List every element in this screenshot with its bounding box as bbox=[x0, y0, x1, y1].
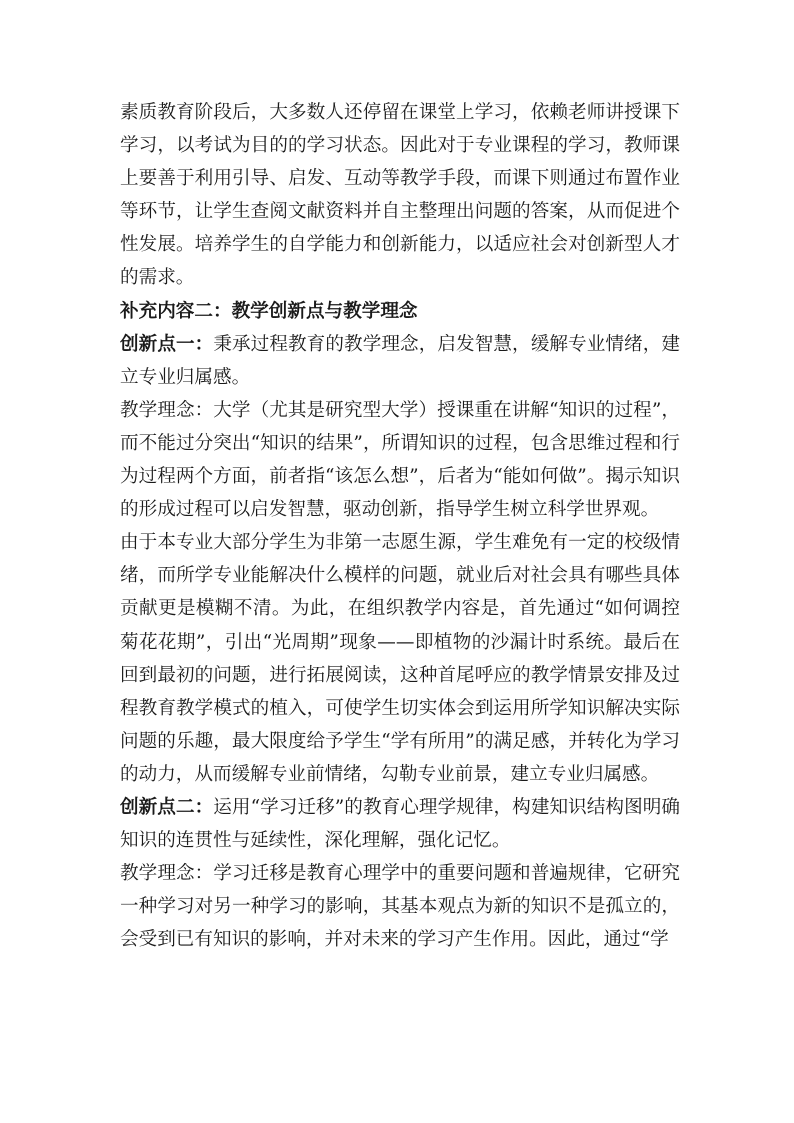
innovation-one-label: 创新点一： bbox=[120, 333, 214, 355]
teaching-concept-one: 教学理念：大学（尤其是研究型大学）授课重在讲解“知识的过程”，而不能过分突出“知识的结果”，所谓知识的过程，包含思维过程和行为过程两个方面，前者指“该怎么想”，后者为“能如何做”。揭示知识的形成过程可以启发智慧，驱动创新，指导学生树立科学世界观。 bbox=[120, 399, 680, 521]
document-page bbox=[120, 96, 680, 956]
paragraph-quality-education: 素质教育阶段后，大多数人还停留在课堂上学习，依赖老师讲授课下学习，以考试为目的的学习状态。因此对于专业课程的学习，教师课上要善于利用引导、启发、互动等教学手段，而课下则通过布置作业等环节，让学生查阅文献资料并自主整理出问题的答案，从而促进个性发展。培养学生的自学能力和创新能力，以适应社会对创新型人才的需求。 bbox=[120, 102, 680, 289]
innovation-one-text: 秉承过程教育的教学理念，启发智慧，缓解专业情绪，建立专业归属感。 bbox=[120, 333, 680, 388]
innovation-two-text: 运用“学习迁移”的教育心理学规律，构建知识结构图明确知识的连贯性与延续性，深化理解，强化记忆。 bbox=[120, 796, 680, 852]
teaching-concept-two: 教学理念：学习迁移是教育心理学中的重要问题和普遍规律，它研究一种学习对另一种学习的影响，其基本观点为新的知识不是孤立的，会受到已有知识的影响，并对未来的学习产生作用。因此，通过“学 bbox=[120, 863, 680, 951]
innovation-point-one bbox=[120, 328, 680, 394]
paragraph-student-emotion: 由于本专业大部分学生为非第一志愿生源，学生难免有一定的校级情绪，而所学专业能解决什么模样的问题，就业后对社会具有哪些具体贡献更是模糊不清。为此，在组织教学内容是，首先通过“如何调控菊花花期”，引出“光周期”现象——即植物的沙漏计时系统。最后在回到最初的问题，进行拓展阅读，这种首尾呼应的教学情景安排及过程教育教学模式的植入，可使学生切实体会到运用所学知识解决实际问题的乐趣，最大限度给予学生“学有所用”的满足感，并转化为学习的动力，从而缓解专业前情绪，勾勒专业前景，建立专业归属感。 bbox=[120, 532, 680, 785]
innovation-two-label: 创新点二： bbox=[120, 796, 214, 818]
section-heading: 补充内容二：教学创新点与教学理念 bbox=[120, 300, 418, 322]
innovation-point-two bbox=[120, 791, 680, 857]
